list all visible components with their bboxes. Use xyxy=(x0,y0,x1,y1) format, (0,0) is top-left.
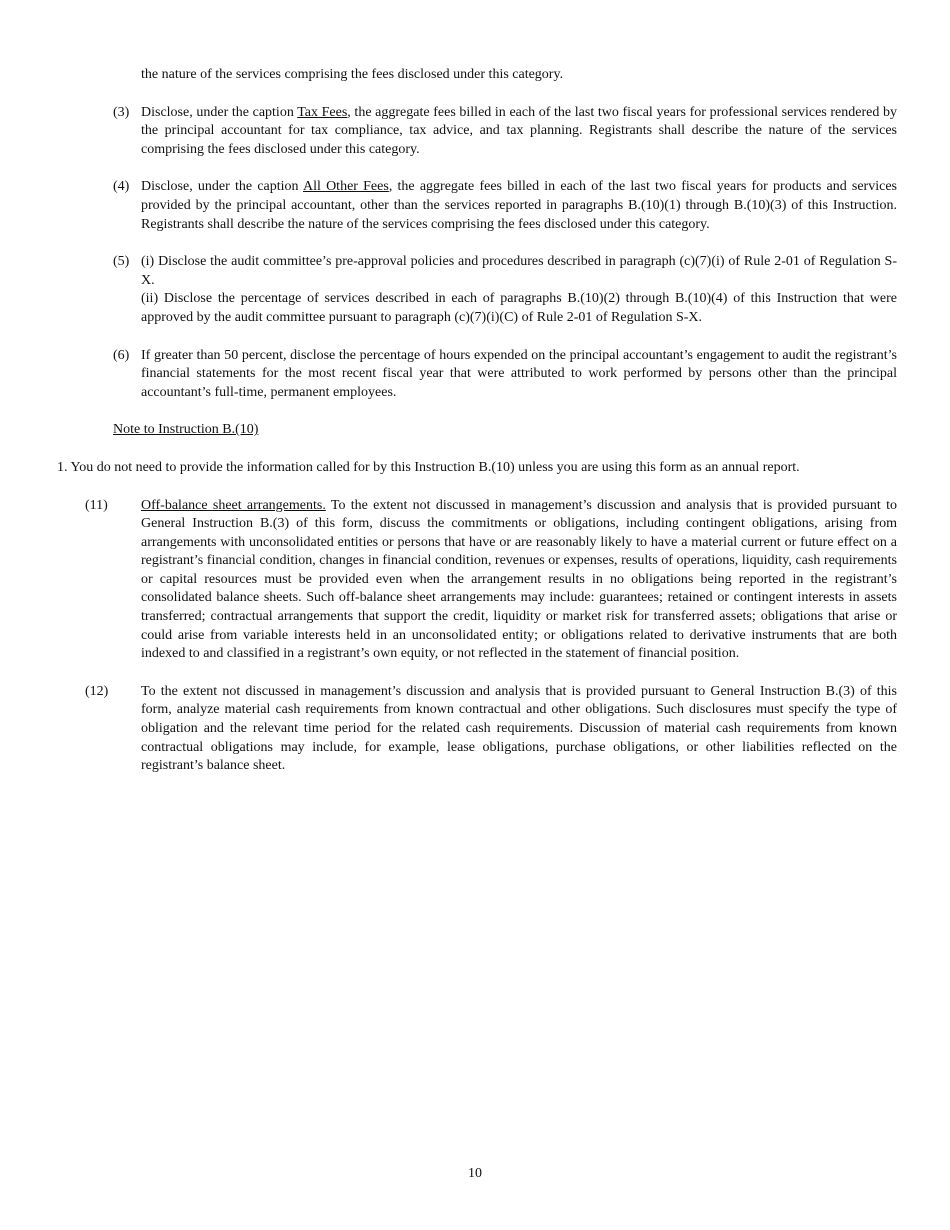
paragraph-item-3 xyxy=(57,104,897,160)
item-5-sub-i: (i) Disclose the audit committee’s pre-approval policies and procedures described in paragraph (c)(7)(i) of Rule 2-01 of Regulation S-X. xyxy=(141,254,897,288)
item-3-text xyxy=(141,104,897,160)
paragraph-item-5 xyxy=(57,253,897,327)
item-3-label: (3) xyxy=(113,104,130,120)
item-3-text-post: , the aggregate fees billed in each of the last two fiscal years for professional services rendered by the principal accountant for tax compliance, tax advice, and tax planning. Registrants shall describe the nature of the services comprising the fees disclosed under this category. xyxy=(141,104,897,157)
item-5-sub-ii: (ii) Disclose the percentage of services described in each of paragraphs B.(10)(2) through B.(10)(4) of this Instruction that were approved by the audit committee pursuant to paragraph (c)(7)(i)(C) of Rule 2-01 of Regulation S-X. xyxy=(141,291,897,325)
item-11-label: (11) xyxy=(85,497,108,513)
paragraph-item-4 xyxy=(57,178,897,234)
item-4-text xyxy=(141,178,897,234)
item-6-text: If greater than 50 percent, disclose the percentage of hours expended on the principal accountant’s engagement to audit the registrant’s financial statements for the most recent fiscal year that were attributed to work performed by persons other than the principal accountant’s full-time, permanent employees. xyxy=(141,347,897,400)
item-3-text-pre: Disclose, under the caption xyxy=(141,104,298,120)
paragraph-continuation: the nature of the services comprising the fees disclosed under this category. xyxy=(141,67,564,82)
note-item-1: 1. You do not need to provide the information called for by this Instruction B.(10) unless you are using this form as an annual report. xyxy=(57,459,800,475)
paragraph-item-12 xyxy=(57,683,897,776)
item-12-label: (12) xyxy=(85,683,109,699)
item-4-text-pre: Disclose, under the caption xyxy=(141,179,303,195)
item-6-label: (6) xyxy=(113,347,130,363)
item-4-text-post: , the aggregate fees billed in each of the last two fiscal years for products and services provided by the principal accountant, other than the services reported in paragraphs B.(10)(1) through B.(10)(3) of this Instruction. Registrants shall describe the nature of the services comprising the fees disclosed under this category. xyxy=(141,179,897,232)
item-11-text-post: To the extent not discussed in management’s discussion and analysis that is provided pursuant to General Instruction B.(3) of this form, discuss the commitments or obligations, including contingent obligations, arising from arrangements with unconsolidated entities or persons that have or are reasonably likely to have a material current or future effect on a registrant’s financial condition, changes in financial condition, revenues or expenses, results of operations, liquidity, cash requirements or capital resources must be provided even when the arrangement results in no obligations being reported in the registrant’s consolidated balance sheets. Such off-balance sheet arrangements may include: guarantees; retained or contingent interests in assets transferred; contractual arrangements that support the credit, liquidity or market risk for transferred assets; obligations that arise or could arise from variable interests held in an unconsolidated entity; or obligations related to derivative instruments that are both indexed to and classified in a registrant’s own equity, or not reflected in the statement of financial position. xyxy=(141,497,897,662)
item-12-text: To the extent not discussed in management’s discussion and analysis that is provided pursuant to General Instruction B.(3) of this form, analyze material cash requirements from known contractual and other obligations. Such disclosures must specify the type of obligation and the relevant time period for the related cash requirements. Discussion of material cash requirements from known contractual obligations may include, for example, lease obligations, purchase obligations, or other liabilities reflected on the registrant’s balance sheet. xyxy=(141,683,897,774)
item-5-label: (5) xyxy=(113,254,130,270)
item-4-label: (4) xyxy=(113,179,130,195)
note-heading: Note to Instruction B.(10) xyxy=(113,422,259,438)
page-content xyxy=(57,66,897,795)
paragraph-item-6 xyxy=(57,347,897,403)
paragraph-item-11 xyxy=(57,497,897,664)
item-3-caption-underlined: Tax Fees xyxy=(297,104,348,120)
item-11-text xyxy=(141,497,897,664)
item-11-caption-underlined: Off-balance sheet arrangements. xyxy=(141,497,326,513)
item-4-caption-underlined: All Other Fees xyxy=(302,179,389,195)
page-number: 10 xyxy=(468,1166,482,1181)
